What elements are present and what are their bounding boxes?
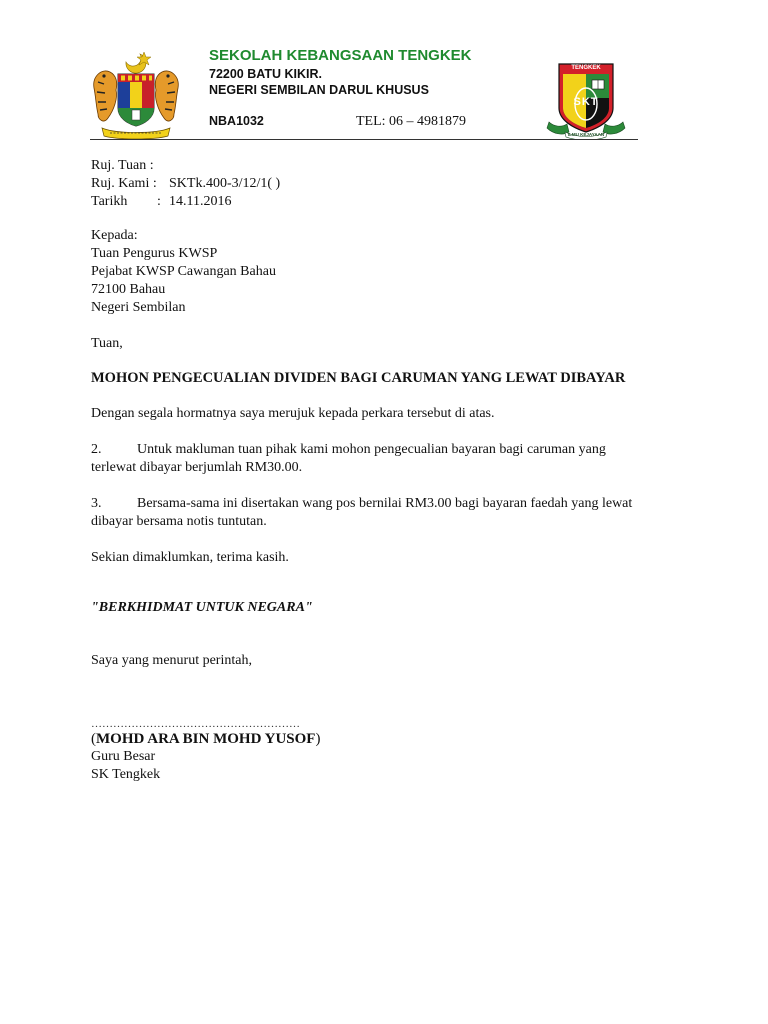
- signatory-organisation: SK Tengkek: [91, 767, 161, 782]
- paragraph-2-line-1: Untuk makluman tuan pihak kami mohon pengecualian bayaran bagi caruman yang: [137, 442, 606, 457]
- letterhead-divider: [90, 139, 638, 140]
- signature-close-paren: ): [315, 731, 321, 747]
- subject-heading: MOHON PENGECUALIAN DIVIDEN BAGI CARUMAN YANG LEWAT DIBAYAR: [91, 370, 626, 386]
- motto: "BERKHIDMAT UNTUK NEGARA": [91, 600, 313, 615]
- tarikh-value: 14.11.2016: [169, 194, 232, 209]
- signature-line: …………………………………………………: [91, 718, 300, 730]
- ruj-tuan-label: Ruj. Tuan :: [91, 158, 154, 173]
- paragraph-2-number: 2.: [91, 442, 102, 457]
- signature-name-block: [91, 730, 320, 748]
- ruj-kami-value: SKTk.400-3/12/1( ): [169, 176, 281, 191]
- paragraph-3-number: 3.: [91, 496, 102, 511]
- signature-open-paren: (: [91, 731, 96, 747]
- telephone: TEL: 06 – 4981879: [356, 114, 467, 129]
- signatory-name: MOHD ARA BIN MOHD YUSOF: [96, 731, 316, 747]
- address-line-2: NEGERI SEMBILAN DARUL KHUSUS: [209, 83, 429, 97]
- recipient-line-1: Tuan Pengurus KWSP: [91, 246, 218, 261]
- salutation: Tuan,: [91, 336, 123, 351]
- paragraph-3-line-1: Bersama-sama ini disertakan wang pos bernilai RM3.00 bagi bayaran faedah yang lewat: [137, 496, 633, 511]
- paragraph-4: Sekian dimaklumkan, terima kasih.: [91, 550, 289, 565]
- school-name: SEKOLAH KEBANGSAAN TENGKEK: [209, 47, 472, 64]
- recipient-line-4: Negeri Sembilan: [91, 300, 186, 315]
- tarikh-label: Tarikh: [91, 194, 128, 209]
- school-code: NBA1032: [209, 114, 264, 128]
- paragraph-3-line-2: dibayar bersama notis tuntutan.: [91, 514, 267, 529]
- closing-line: Saya yang menurut perintah,: [91, 653, 252, 668]
- paragraph-1: Dengan segala hormatnya saya merujuk kepada perkara tersebut di atas.: [91, 406, 495, 421]
- recipient-line-3: 72100 Bahau: [91, 282, 166, 297]
- school-crest-initials: SKT: [573, 96, 599, 108]
- tarikh-colon: :: [157, 194, 161, 209]
- school-crest-motto: ILMU KEJAYAAN: [567, 132, 605, 137]
- school-crest-logo: [543, 58, 629, 140]
- signatory-title: Guru Besar: [91, 749, 156, 764]
- ruj-kami-label: Ruj. Kami :: [91, 176, 157, 191]
- recipient-kepada: Kepada:: [91, 228, 138, 243]
- school-crest-top-text: TENGKEK: [571, 65, 601, 71]
- address-line-1: 72200 BATU KIKIR.: [209, 67, 322, 81]
- paragraph-2-line-2: terlewat dibayar berjumlah RM30.00.: [91, 460, 303, 475]
- recipient-line-2: Pejabat KWSP Cawangan Bahau: [91, 264, 276, 279]
- coat-of-arms-logo: [88, 48, 184, 140]
